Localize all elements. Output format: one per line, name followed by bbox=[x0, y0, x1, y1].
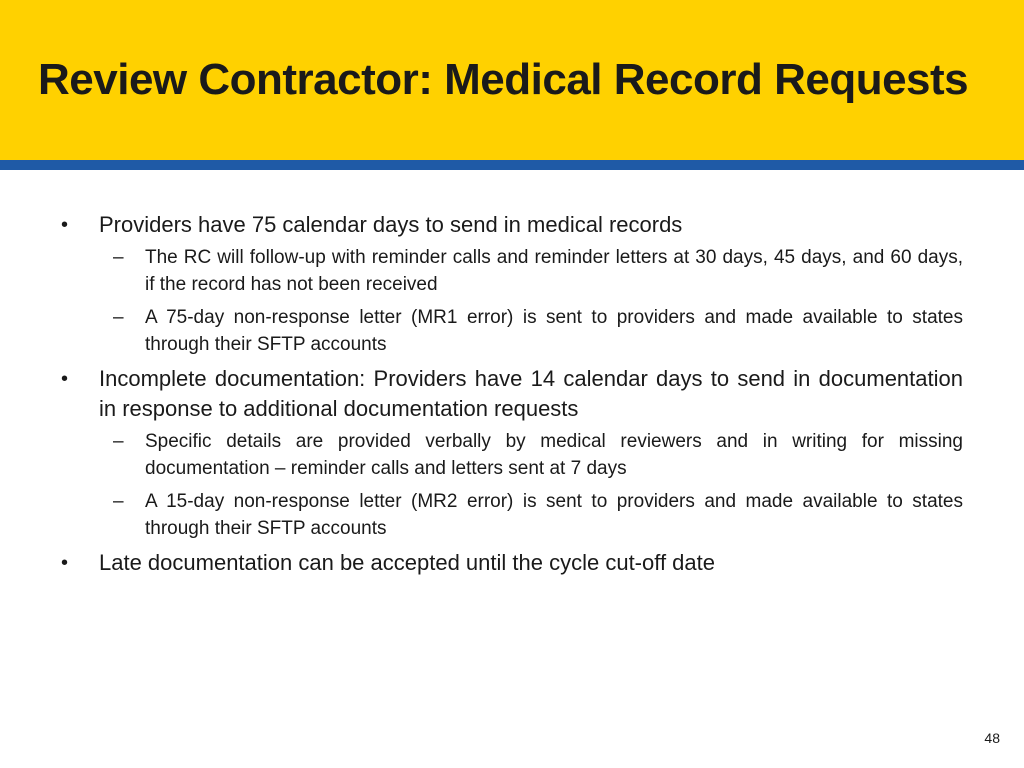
sub-bullet-item bbox=[113, 428, 963, 482]
bullet-text: Incomplete documentation: Providers have 14 calendar days to send in documentation in response to additional documentation requests bbox=[99, 366, 963, 421]
sub-bullet-text: Specific details are provided verbally by medical reviewers and in writing for missing documentation – reminder calls and letters sent at 7 days bbox=[145, 431, 963, 479]
title-divider-stripe bbox=[0, 160, 1024, 170]
sub-bullet-text: A 15-day non-response letter (MR2 error) is sent to providers and made available to states through their SFTP accounts bbox=[145, 491, 963, 539]
bullet-text: Providers have 75 calendar days to send in medical records bbox=[99, 212, 683, 237]
page-number: 48 bbox=[984, 730, 1000, 746]
sub-bullet-marker: – bbox=[113, 491, 124, 512]
bullet-marker: • bbox=[61, 368, 69, 390]
bullet-item bbox=[61, 364, 963, 424]
sub-bullet-text: A 75-day non-response letter (MR1 error) is sent to providers and made available to states through their SFTP accounts bbox=[145, 307, 963, 355]
slide-content bbox=[0, 210, 1024, 582]
sub-bullet-marker: – bbox=[113, 431, 124, 452]
sub-bullet-marker: – bbox=[113, 247, 124, 268]
bullet-item bbox=[61, 210, 963, 240]
sub-bullet-marker: – bbox=[113, 307, 124, 328]
bullet-item bbox=[61, 548, 963, 578]
sub-bullet-text: The RC will follow-up with reminder calls and reminder letters at 30 days, 45 days, and 60 days, if the record has not been received bbox=[145, 247, 963, 295]
slide-title: Review Contractor: Medical Record Requests bbox=[38, 55, 969, 104]
sub-bullet-item bbox=[113, 488, 963, 542]
bullet-marker: • bbox=[61, 214, 69, 236]
sub-bullet-item bbox=[113, 244, 963, 298]
bullet-text: Late documentation can be accepted until the cycle cut-off date bbox=[99, 550, 715, 575]
sub-bullet-item bbox=[113, 304, 963, 358]
bullet-marker: • bbox=[61, 552, 69, 574]
